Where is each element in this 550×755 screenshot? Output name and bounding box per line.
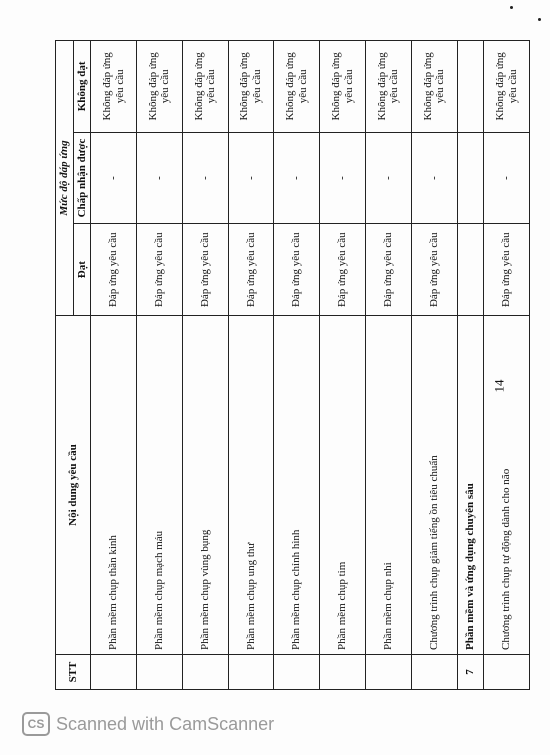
cell-chap-nhan: - bbox=[411, 132, 457, 224]
cell-dat: Đáp ứng yêu cầu bbox=[484, 224, 530, 316]
cell-dat: Đáp ứng yêu cầu bbox=[274, 224, 320, 316]
cell-noi-dung: Phần mềm chụp mạch máu bbox=[137, 316, 183, 655]
camscanner-watermark bbox=[22, 712, 274, 736]
cell-noi-dung: Phần mềm chụp vùng bụng bbox=[182, 316, 228, 655]
cell-khong-dat: Không đáp ứng yêu cầu bbox=[320, 41, 366, 133]
scan-speck bbox=[510, 6, 513, 9]
cell-dat: Đáp ứng yêu cầu bbox=[228, 224, 274, 316]
table-row bbox=[320, 41, 366, 690]
cell-dat: Đáp ứng yêu cầu bbox=[411, 224, 457, 316]
header-muc-do: Mức độ đáp ứng bbox=[56, 41, 74, 316]
page-number: 14 bbox=[491, 379, 507, 393]
requirements-table bbox=[55, 40, 530, 690]
cell-chap-nhan: - bbox=[91, 132, 137, 224]
table-row bbox=[228, 41, 274, 690]
cell-chap-nhan: - bbox=[182, 132, 228, 224]
cell-stt bbox=[137, 655, 183, 690]
cell-stt bbox=[228, 655, 274, 690]
cell-empty bbox=[457, 224, 484, 316]
cell-stt bbox=[182, 655, 228, 690]
cell-noi-dung: Phần mềm chụp tim bbox=[320, 316, 366, 655]
header-chap-nhan: Chấp nhận được bbox=[73, 132, 91, 224]
cell-chap-nhan: - bbox=[365, 132, 411, 224]
table-row bbox=[274, 41, 320, 690]
header-dat: Đạt bbox=[73, 224, 91, 316]
cell-dat: Đáp ứng yêu cầu bbox=[137, 224, 183, 316]
cell-khong-dat: Không đáp ứng yêu cầu bbox=[228, 41, 274, 133]
cell-khong-dat: Không đáp ứng yêu cầu bbox=[365, 41, 411, 133]
cell-stt bbox=[484, 655, 530, 690]
cell-khong-dat: Không đáp ứng yêu cầu bbox=[484, 41, 530, 133]
watermark-text: Scanned with CamScanner bbox=[56, 713, 275, 734]
cell-dat: Đáp ứng yêu cầu bbox=[91, 224, 137, 316]
cell-chap-nhan: - bbox=[484, 132, 530, 224]
cell-chap-nhan: - bbox=[137, 132, 183, 224]
cell-chap-nhan: - bbox=[274, 132, 320, 224]
cell-khong-dat: Không đáp ứng yêu cầu bbox=[411, 41, 457, 133]
header-stt: STT bbox=[56, 655, 91, 690]
cell-stt bbox=[320, 655, 366, 690]
cell-chap-nhan: - bbox=[228, 132, 274, 224]
cell-noi-dung: Phần mềm chụp ung thư bbox=[228, 316, 274, 655]
table-header-row bbox=[56, 41, 74, 690]
cell-dat: Đáp ứng yêu cầu bbox=[182, 224, 228, 316]
header-khong-dat: Không đạt bbox=[73, 41, 91, 133]
table-row bbox=[411, 41, 457, 690]
cell-noi-dung: Chương trình chụp tự động dành cho não bbox=[484, 316, 530, 655]
cell-noi-dung: Phần mềm chụp thần kinh bbox=[91, 316, 137, 655]
cell-chap-nhan: - bbox=[320, 132, 366, 224]
cell-noi-dung: Chương trình chụp giảm tiếng ồn tiêu chuẩn bbox=[411, 316, 457, 655]
scan-speck bbox=[538, 18, 541, 21]
cell-khong-dat: Không đáp ứng yêu cầu bbox=[91, 41, 137, 133]
cell-noi-dung: Phần mềm chụp nhi bbox=[365, 316, 411, 655]
table-row bbox=[484, 41, 530, 690]
cell-stt bbox=[365, 655, 411, 690]
table-row bbox=[182, 41, 228, 690]
cell-khong-dat: Không đáp ứng yêu cầu bbox=[137, 41, 183, 133]
cell-stt bbox=[274, 655, 320, 690]
cell-empty bbox=[457, 132, 484, 224]
section-title: Phần mềm và ứng dụng chuyên sâu bbox=[457, 316, 484, 655]
cell-dat: Đáp ứng yêu cầu bbox=[320, 224, 366, 316]
table-row bbox=[365, 41, 411, 690]
cell-khong-dat: Không đáp ứng yêu cầu bbox=[182, 41, 228, 133]
cell-stt bbox=[411, 655, 457, 690]
cell-stt bbox=[91, 655, 137, 690]
requirements-table-rotated bbox=[55, 40, 530, 690]
section-row bbox=[457, 41, 484, 690]
header-noi-dung: Nội dung yêu cầu bbox=[56, 316, 91, 655]
section-number: 7 bbox=[457, 655, 484, 690]
cell-noi-dung: Phần mềm chụp chỉnh hình bbox=[274, 316, 320, 655]
cell-empty bbox=[457, 41, 484, 133]
cell-dat: Đáp ứng yêu cầu bbox=[365, 224, 411, 316]
table-row bbox=[91, 41, 137, 690]
camscanner-logo-icon: CS bbox=[22, 712, 50, 736]
table-row bbox=[137, 41, 183, 690]
cell-khong-dat: Không đáp ứng yêu cầu bbox=[274, 41, 320, 133]
